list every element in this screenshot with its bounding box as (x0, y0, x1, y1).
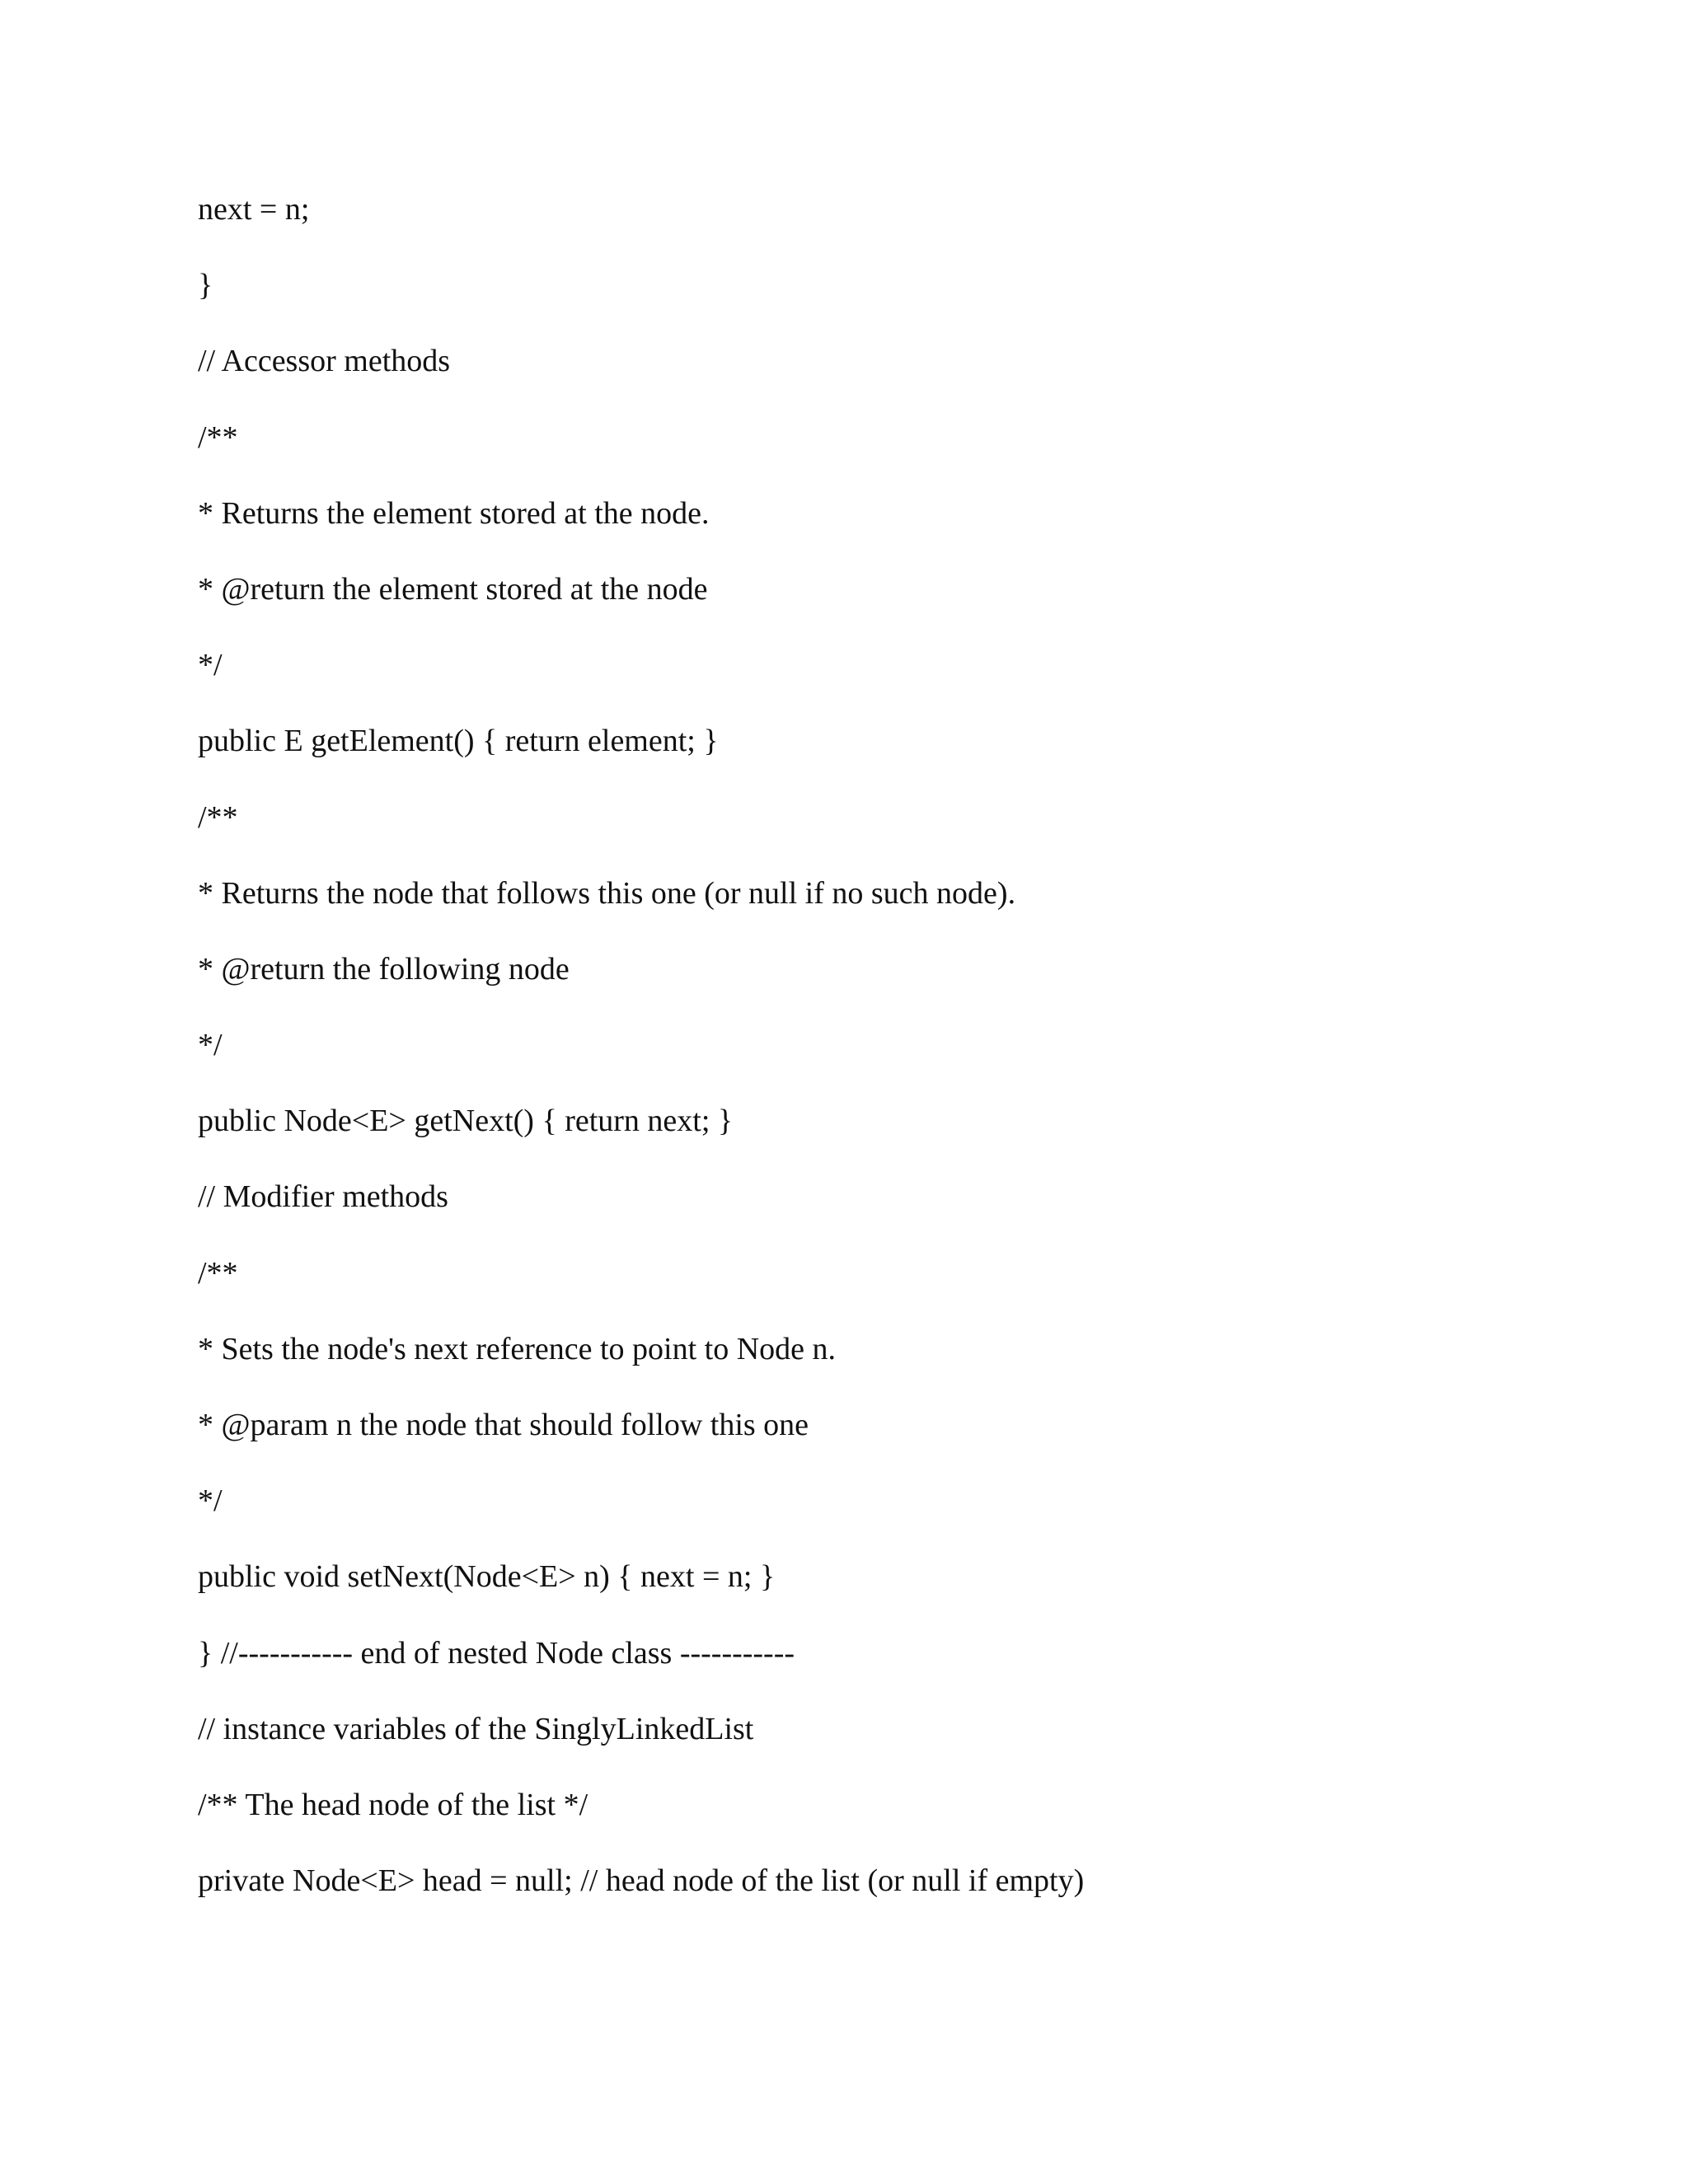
code-line: /** The head node of the list */ (198, 1787, 588, 1822)
code-line: public E getElement() { return element; } (198, 724, 719, 759)
code-line: */ (198, 1483, 223, 1519)
code-line: * Returns the element stored at the node. (198, 495, 710, 531)
code-line: */ (198, 1028, 223, 1063)
code-line: */ (198, 648, 223, 683)
code-line: // Accessor methods (198, 344, 451, 379)
code-line: /** (198, 419, 238, 455)
code-line: // instance variables of the SinglyLinkedList (198, 1711, 754, 1746)
code-line: /** (198, 1255, 238, 1291)
code-line: public void setNext(Node<E> n) { next = n; } (198, 1559, 776, 1595)
code-line: * @param n the node that should follow this one (198, 1408, 809, 1442)
code-line: // Modifier methods (198, 1179, 448, 1215)
code-line: public Node<E> getNext() { return next; } (198, 1104, 734, 1139)
code-line: * Sets the node's next reference to point to Node n. (198, 1331, 837, 1366)
code-line: private Node<E> head = null; // head node of the list (or null if empty) (198, 1863, 1085, 1899)
code-line: /** (198, 799, 238, 835)
code-line: } //----------- end of nested Node class ----------- (198, 1635, 795, 1671)
code-line: * @return the element stored at the node (198, 571, 708, 607)
code-line: next = n; (198, 192, 310, 227)
code-listing (198, 191, 1599, 1938)
code-line: * Returns the node that follows this one (or null if no such node). (198, 875, 1016, 911)
code-line: * @return the following node (198, 951, 570, 987)
code-line: } (198, 268, 213, 303)
